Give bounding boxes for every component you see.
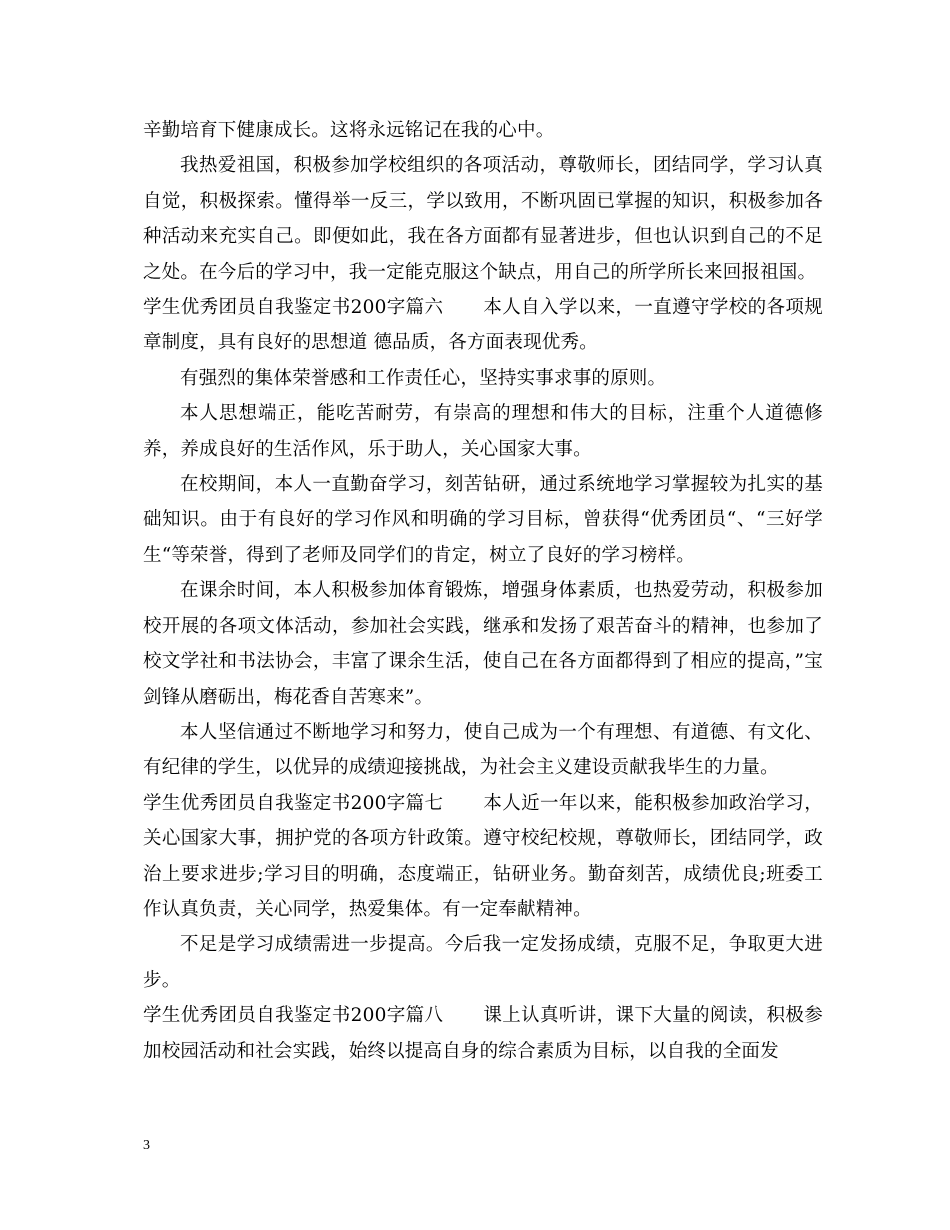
paragraph-text: 辛勤培育下健康成长。这将永远铭记在我的心中。 [143, 120, 555, 141]
paragraph [143, 467, 823, 573]
paragraph-text: 在校期间，本人一直勤奋学习，刻苦钻研，通过系统地学习掌握较为扎实的基础知识。由于有良好的学习作风和明确的学习目标，曾获得“优秀团员“、“三好学生“等荣誉，得到了老师及同学们的肯定，树立了良好的学习榜样。 [143, 474, 823, 566]
paragraph-text: 有强烈的集体荣誉感和工作责任心，坚持实事求事的原则。 [180, 367, 667, 389]
paragraph-with-heading [143, 786, 823, 928]
paragraph-text: 本人近一年以来，能积极参加政治学习，关心国家大事，拥护党的各项方针政策。遵守校纪校规，尊敬师长，团结同学，政治上要求进步;学习目的明确，态度端正，钻研业务。勤奋刻苦，成绩优良;班委工作认真负责，关心同学，热爱集体。有一定奉献精神。 [143, 792, 823, 920]
document-body [143, 113, 823, 1069]
paragraph-text: 我热爱祖国，积极参加学校组织的各项活动，尊敬师长，团结同学，学习认真自觉，积极探索。懂得举一反三，学以致用，不断巩固已掌握的知识，积极参加各种活动来充实自己。即便如此，我在各方面都有显著进步，但也认识到自己的不足之处。在今后的学习中，我一定能克服这个缺点，用自己的所学所长来回报祖国。 [143, 155, 823, 283]
paragraph-with-heading [143, 290, 823, 361]
paragraph [143, 361, 823, 396]
paragraph-text: 本人自入学以来，一直遵守学校的各项规章制度，具有良好的思想道 德品质，各方面表现优秀。 [143, 297, 823, 354]
section-heading: 学生优秀团员自我鉴定书200字篇六 [143, 297, 444, 319]
paragraph-text: 本人坚信通过不断地学习和努力，使自己成为一个有理想、有道德、有文化、有纪律的学生，以优异的成绩迎接挑战，为社会主义建设贡献我毕生的力量。 [143, 721, 823, 779]
section-heading: 学生优秀团员自我鉴定书200字篇七 [143, 792, 444, 814]
paragraph-text: 课上认真听讲，课下大量的阅读，积极参加校园活动和社会实践，始终以提高自身的综合素质为目标，以自我的全面发 [143, 1005, 823, 1062]
section-heading: 学生优秀团员自我鉴定书200字篇八 [143, 1005, 444, 1027]
paragraph [143, 396, 823, 467]
paragraph [143, 573, 823, 715]
paragraph-text: 不足是学习成绩需进一步提高。今后我一定发扬成绩，克服不足，争取更大进步。 [143, 934, 823, 991]
paragraph [143, 715, 823, 786]
page-number: 3 [143, 1138, 150, 1153]
paragraph-with-heading [143, 998, 823, 1069]
paragraph-text: 本人思想端正，能吃苦耐劳，有崇高的理想和伟大的目标，注重个人道德修养，养成良好的生活作风，乐于助人，关心国家大事。 [143, 403, 823, 460]
paragraph [143, 927, 823, 998]
paragraph-text: 在课余时间，本人积极参加体育锻炼，增强身体素质，也热爱劳动，积极参加校开展的各项文体活动，参加社会实践，继承和发扬了艰苦奋斗的精神，也参加了校文学社和书法协会，丰富了课余生活，使自己在各方面都得到了相应的提高，”宝剑锋从磨砺出，梅花香自苦寒来”。 [143, 580, 823, 708]
paragraph [143, 148, 823, 290]
paragraph [143, 113, 823, 148]
